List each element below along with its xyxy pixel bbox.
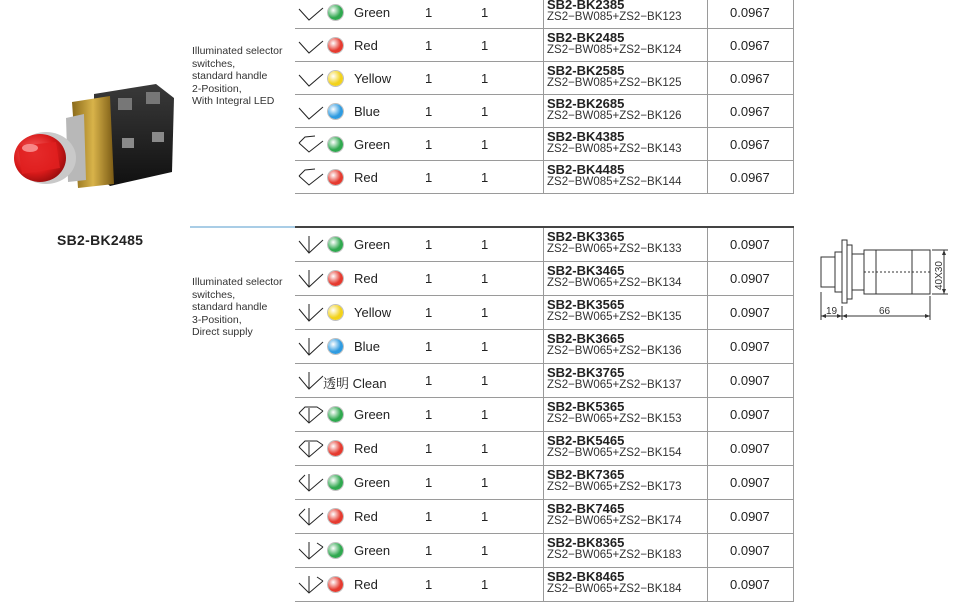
column-divider bbox=[543, 500, 544, 533]
weight-value: 0.0907 bbox=[730, 339, 770, 354]
component-codes: ZS2−BW085+ZS2−BK144 bbox=[547, 175, 682, 188]
column-divider bbox=[543, 398, 544, 431]
weight-value: 0.0907 bbox=[730, 373, 770, 388]
model-number: SB2-BK4485 bbox=[547, 161, 625, 177]
column-divider bbox=[793, 95, 794, 127]
quantity-2: 1 bbox=[481, 70, 489, 86]
table-row bbox=[295, 29, 794, 62]
lamp-color-label: Blue bbox=[354, 339, 381, 354]
model-number: SB2-BK2585 bbox=[547, 62, 625, 78]
column-divider bbox=[543, 0, 544, 28]
table-row bbox=[295, 330, 794, 364]
lamp-color-label: Green bbox=[354, 475, 391, 490]
component-codes: ZS2−BW065+ZS2−BK135 bbox=[547, 311, 682, 323]
quantity-1: 1 bbox=[425, 70, 433, 86]
product-photo bbox=[6, 76, 176, 204]
model-number: SB2-BK7465 bbox=[547, 501, 625, 516]
column-divider bbox=[543, 432, 544, 465]
column-divider bbox=[707, 228, 708, 261]
quantity-2: 1 bbox=[481, 37, 489, 53]
lamp-color-label: Red bbox=[354, 509, 378, 524]
column-divider bbox=[793, 0, 794, 28]
model-number: SB2-BK3465 bbox=[547, 263, 625, 278]
indicator-lamp-icon bbox=[328, 71, 343, 86]
column-divider bbox=[707, 466, 708, 499]
model-number: SB2-BK3765 bbox=[547, 365, 625, 380]
table-row bbox=[295, 500, 794, 534]
weight-value: 0.0907 bbox=[730, 543, 770, 558]
quantity-1: 1 bbox=[425, 577, 433, 592]
column-divider bbox=[793, 398, 794, 431]
column-divider bbox=[707, 95, 708, 127]
indicator-lamp-icon bbox=[328, 305, 343, 320]
table-row bbox=[295, 398, 794, 432]
column-divider bbox=[793, 128, 794, 160]
column-divider bbox=[543, 262, 544, 295]
lamp-color-label: Green bbox=[354, 4, 391, 20]
column-divider bbox=[543, 29, 544, 61]
quantity-2: 1 bbox=[481, 339, 489, 354]
model-number: SB2-BK7365 bbox=[547, 467, 625, 482]
selector-position-symbol-icon bbox=[297, 575, 325, 595]
lamp-color-label: 透明 Clean bbox=[323, 376, 387, 391]
column-divider bbox=[543, 534, 544, 567]
column-divider bbox=[707, 128, 708, 160]
selector-position-symbol-icon bbox=[297, 102, 325, 122]
quantity-1: 1 bbox=[425, 271, 433, 286]
product-model-caption: SB2-BK2485 bbox=[57, 232, 144, 248]
selector-position-symbol-icon bbox=[297, 168, 325, 188]
component-codes: ZS2−BW065+ZS2−BK136 bbox=[547, 345, 682, 357]
dim-size-label: 40X30 bbox=[934, 261, 945, 290]
component-codes: ZS2−BW065+ZS2−BK137 bbox=[547, 379, 682, 391]
indicator-lamp-icon bbox=[328, 543, 343, 558]
section2-description bbox=[192, 276, 282, 339]
selector-position-symbol-icon bbox=[297, 36, 325, 56]
indicator-lamp-icon bbox=[328, 237, 343, 252]
column-divider bbox=[543, 95, 544, 127]
quantity-1: 1 bbox=[425, 373, 433, 388]
column-divider bbox=[543, 228, 544, 261]
weight-value: 0.0907 bbox=[730, 407, 770, 422]
quantity-2: 1 bbox=[481, 169, 489, 185]
table-row bbox=[295, 296, 794, 330]
dim-length-label: 66 bbox=[879, 306, 891, 317]
section1-description bbox=[192, 45, 282, 108]
indicator-lamp-icon bbox=[328, 137, 343, 152]
lamp-color-label: Red bbox=[354, 577, 378, 592]
quantity-1: 1 bbox=[425, 103, 433, 119]
column-divider bbox=[543, 62, 544, 94]
lamp-color-label: Green bbox=[354, 407, 391, 422]
model-number: SB2-BK8365 bbox=[547, 535, 625, 550]
model-number: SB2-BK3565 bbox=[547, 297, 625, 312]
indicator-lamp-icon bbox=[328, 38, 343, 53]
section2-desc-line: Direct supply bbox=[192, 326, 253, 338]
column-divider bbox=[707, 161, 708, 193]
model-number: SB2-BK8465 bbox=[547, 569, 625, 584]
indicator-lamp-icon bbox=[328, 407, 343, 422]
dimension-drawing bbox=[812, 222, 952, 326]
weight-value: 0.0967 bbox=[730, 136, 770, 152]
weight-value: 0.0907 bbox=[730, 441, 770, 456]
lamp-color-label: Blue bbox=[354, 103, 381, 119]
section1-desc-line: With Integral LED bbox=[192, 95, 275, 107]
component-codes: ZS2−BW065+ZS2−BK154 bbox=[547, 447, 682, 459]
lamp-color-label: Green bbox=[354, 136, 391, 152]
component-codes: ZS2−BW085+ZS2−BK125 bbox=[547, 76, 682, 89]
column-divider bbox=[793, 228, 794, 261]
selector-position-symbol-icon bbox=[297, 473, 325, 493]
quantity-1: 1 bbox=[425, 4, 433, 20]
component-codes: ZS2−BW085+ZS2−BK143 bbox=[547, 142, 682, 155]
weight-value: 0.0907 bbox=[730, 305, 770, 320]
weight-value: 0.0907 bbox=[730, 475, 770, 490]
component-codes: ZS2−BW065+ZS2−BK174 bbox=[547, 515, 682, 527]
weight-value: 0.0907 bbox=[730, 271, 770, 286]
dim-width-label: 19 bbox=[826, 306, 838, 317]
product-table-2position bbox=[295, 0, 794, 193]
model-number: SB2-BK4385 bbox=[547, 128, 625, 144]
column-divider bbox=[707, 432, 708, 465]
column-divider bbox=[793, 466, 794, 499]
indicator-lamp-icon bbox=[328, 441, 343, 456]
column-divider bbox=[543, 568, 544, 601]
indicator-lamp-icon bbox=[328, 170, 343, 185]
quantity-2: 1 bbox=[481, 373, 489, 388]
component-codes: ZS2−BW065+ZS2−BK134 bbox=[547, 277, 682, 289]
component-codes: ZS2−BW085+ZS2−BK124 bbox=[547, 43, 682, 56]
section1-desc-line: switches, bbox=[192, 57, 236, 70]
column-divider bbox=[793, 296, 794, 329]
selector-position-symbol-icon bbox=[297, 135, 325, 155]
table-row bbox=[295, 128, 794, 161]
quantity-2: 1 bbox=[481, 305, 489, 320]
column-divider bbox=[793, 364, 794, 397]
quantity-2: 1 bbox=[481, 441, 489, 456]
column-divider bbox=[793, 330, 794, 363]
table-row bbox=[295, 568, 794, 602]
column-divider bbox=[543, 466, 544, 499]
quantity-2: 1 bbox=[481, 237, 489, 252]
quantity-1: 1 bbox=[425, 407, 433, 422]
component-codes: ZS2−BW085+ZS2−BK123 bbox=[547, 10, 682, 23]
lamp-color-label: Red bbox=[354, 169, 378, 185]
model-number: SB2-BK2485 bbox=[547, 29, 625, 45]
indicator-lamp-icon bbox=[328, 5, 343, 20]
column-divider bbox=[543, 364, 544, 397]
table-row bbox=[295, 228, 794, 262]
component-codes: ZS2−BW065+ZS2−BK184 bbox=[547, 583, 682, 595]
column-divider bbox=[793, 534, 794, 567]
table-row bbox=[295, 432, 794, 466]
column-divider bbox=[707, 330, 708, 363]
quantity-2: 1 bbox=[481, 4, 489, 20]
quantity-2: 1 bbox=[481, 271, 489, 286]
model-number: SB2-BK5465 bbox=[547, 433, 625, 448]
table-row bbox=[295, 262, 794, 296]
selector-position-symbol-icon bbox=[297, 3, 325, 23]
column-divider bbox=[793, 432, 794, 465]
quantity-2: 1 bbox=[481, 475, 489, 490]
column-divider bbox=[707, 534, 708, 567]
column-divider bbox=[707, 398, 708, 431]
column-divider bbox=[707, 364, 708, 397]
quantity-2: 1 bbox=[481, 136, 489, 152]
column-divider bbox=[793, 62, 794, 94]
selector-position-symbol-icon bbox=[297, 405, 325, 425]
selector-position-symbol-icon bbox=[297, 235, 325, 255]
column-divider bbox=[543, 161, 544, 193]
column-divider bbox=[707, 0, 708, 28]
quantity-1: 1 bbox=[425, 509, 433, 524]
column-divider bbox=[793, 500, 794, 533]
lamp-color-label: Green bbox=[354, 543, 391, 558]
quantity-2: 1 bbox=[481, 509, 489, 524]
selector-position-symbol-icon bbox=[297, 439, 325, 459]
model-number: SB2-BK3365 bbox=[547, 229, 625, 244]
selector-position-symbol-icon bbox=[297, 69, 325, 89]
indicator-lamp-icon bbox=[328, 339, 343, 354]
quantity-2: 1 bbox=[481, 407, 489, 422]
section-divider bbox=[190, 226, 296, 228]
table-row bbox=[295, 95, 794, 128]
lamp-color-label: Yellow bbox=[354, 305, 392, 320]
quantity-1: 1 bbox=[425, 136, 433, 152]
model-number: SB2-BK2385 bbox=[547, 0, 625, 12]
lamp-color-label: Red bbox=[354, 37, 378, 53]
section2-desc-line: 3-Position, bbox=[192, 313, 242, 326]
table-row bbox=[295, 0, 794, 29]
model-number: SB2-BK5365 bbox=[547, 399, 625, 414]
component-codes: ZS2−BW065+ZS2−BK183 bbox=[547, 549, 682, 561]
selector-position-symbol-icon bbox=[297, 337, 325, 357]
column-divider bbox=[543, 128, 544, 160]
table-row bbox=[295, 364, 794, 398]
weight-value: 0.0907 bbox=[730, 237, 770, 252]
column-divider bbox=[793, 568, 794, 601]
component-codes: ZS2−BW085+ZS2−BK126 bbox=[547, 109, 682, 122]
quantity-1: 1 bbox=[425, 169, 433, 185]
model-number: SB2-BK3665 bbox=[547, 331, 625, 346]
quantity-1: 1 bbox=[425, 543, 433, 558]
indicator-lamp-icon bbox=[328, 104, 343, 119]
section2-desc-line: Illuminated selector bbox=[192, 276, 283, 288]
component-codes: ZS2−BW065+ZS2−BK173 bbox=[547, 481, 682, 493]
selector-position-symbol-icon bbox=[297, 371, 325, 391]
column-divider bbox=[707, 500, 708, 533]
component-codes: ZS2−BW065+ZS2−BK133 bbox=[547, 243, 682, 255]
indicator-lamp-icon bbox=[328, 509, 343, 524]
selector-position-symbol-icon bbox=[297, 269, 325, 289]
weight-value: 0.0967 bbox=[730, 37, 770, 53]
section1-desc-line: 2-Position, bbox=[192, 82, 242, 95]
product-table-3position bbox=[295, 228, 794, 602]
quantity-1: 1 bbox=[425, 37, 433, 53]
table-row bbox=[295, 161, 794, 194]
section2-desc-line: standard handle bbox=[192, 301, 268, 313]
column-divider bbox=[707, 29, 708, 61]
column-divider bbox=[707, 296, 708, 329]
component-codes: ZS2−BW065+ZS2−BK153 bbox=[547, 413, 682, 425]
section1-desc-line: Illuminated selector bbox=[192, 45, 283, 57]
selector-position-symbol-icon bbox=[297, 303, 325, 323]
lamp-color-label: Red bbox=[354, 271, 378, 286]
section1-desc-line: standard handle bbox=[192, 70, 268, 82]
model-number: SB2-BK2685 bbox=[547, 95, 625, 111]
indicator-lamp-icon bbox=[328, 577, 343, 592]
selector-position-symbol-icon bbox=[297, 541, 325, 561]
quantity-1: 1 bbox=[425, 339, 433, 354]
weight-value: 0.0967 bbox=[730, 70, 770, 86]
quantity-1: 1 bbox=[425, 305, 433, 320]
column-divider bbox=[543, 296, 544, 329]
lamp-color-label: Green bbox=[354, 237, 391, 252]
column-divider bbox=[707, 62, 708, 94]
weight-value: 0.0907 bbox=[730, 509, 770, 524]
lamp-color-label: Yellow bbox=[354, 70, 392, 86]
weight-value: 0.0967 bbox=[730, 103, 770, 119]
column-divider bbox=[707, 568, 708, 601]
column-divider bbox=[793, 262, 794, 295]
indicator-lamp-icon bbox=[328, 475, 343, 490]
quantity-1: 1 bbox=[425, 475, 433, 490]
column-divider bbox=[793, 29, 794, 61]
column-divider bbox=[793, 161, 794, 193]
lamp-color-label: Red bbox=[354, 441, 378, 456]
weight-value: 0.0967 bbox=[730, 4, 770, 20]
quantity-2: 1 bbox=[481, 577, 489, 592]
quantity-2: 1 bbox=[481, 103, 489, 119]
selector-position-symbol-icon bbox=[297, 507, 325, 527]
table-row bbox=[295, 466, 794, 500]
column-divider bbox=[707, 262, 708, 295]
table-row bbox=[295, 62, 794, 95]
weight-value: 0.0907 bbox=[730, 577, 770, 592]
quantity-1: 1 bbox=[425, 237, 433, 252]
quantity-2: 1 bbox=[481, 543, 489, 558]
table-row bbox=[295, 534, 794, 568]
weight-value: 0.0967 bbox=[730, 169, 770, 185]
section2-desc-line: switches, bbox=[192, 288, 236, 301]
indicator-lamp-icon bbox=[328, 271, 343, 286]
column-divider bbox=[543, 330, 544, 363]
quantity-1: 1 bbox=[425, 441, 433, 456]
